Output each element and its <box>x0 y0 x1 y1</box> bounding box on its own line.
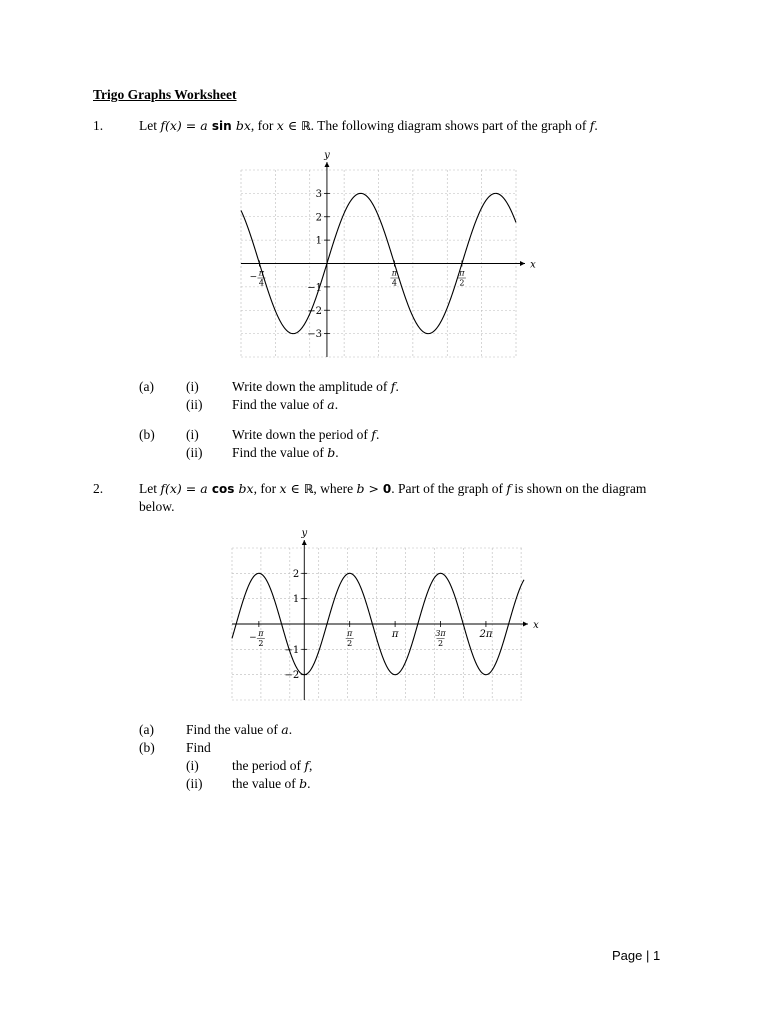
q2-number: 2. <box>93 481 104 496</box>
worksheet-title: Trigo Graphs Worksheet <box>93 87 237 102</box>
x-tick-label: π <box>391 629 399 640</box>
y-tick-label: 1 <box>315 235 322 247</box>
q1-part-a-i-text: Write down the amplitude of f. <box>232 379 399 394</box>
x-tick-label-denominator: 2 <box>437 639 444 648</box>
y-tick-label: 3 <box>315 188 322 200</box>
x-tick-label-numerator: π <box>391 268 398 278</box>
q2-part-b-text: Find <box>186 740 211 755</box>
q1-part-b-i-text: Write down the period of f. <box>232 427 380 442</box>
q1-sine-graph <box>225 150 540 365</box>
q2-part-b-i-text: the period of f, <box>232 758 313 773</box>
y-axis-label: y <box>324 150 330 161</box>
q1-part-a-label: (a) <box>139 379 154 394</box>
x-tick-label-numerator: 3π <box>435 629 446 638</box>
x-tick-label: 2π <box>479 629 493 640</box>
page-footer: Page | 1 <box>612 948 661 963</box>
q1-part-a-ii-text: Find the value of a. <box>232 397 339 412</box>
q2-part-b-ii-text: the value of b. <box>232 776 311 791</box>
q2-part-b-ii-label: (ii) <box>186 776 203 791</box>
x-tick-label-denominator: 2 <box>347 639 353 648</box>
q1-stem: Let f(x) = a sin bx, for x ∈ ℝ. The following diagram shows part of the graph of f. <box>139 118 598 133</box>
y-tick-label: −1 <box>307 282 322 294</box>
x-tick-label-denominator: 4 <box>391 278 397 288</box>
x-tick-label-sign: − <box>249 272 258 283</box>
x-tick-label-numerator: π <box>258 629 264 638</box>
q1-part-b-i-label: (i) <box>186 427 199 442</box>
q2-cosine-graph <box>218 530 548 708</box>
y-tick-label: −2 <box>307 305 322 317</box>
y-tick-label: −1 <box>284 644 300 656</box>
q1-part-b-ii-label: (ii) <box>186 445 203 460</box>
x-axis-arrow-icon <box>520 261 525 266</box>
x-tick-label-denominator: 2 <box>258 639 264 648</box>
q1-part-a-i-label: (i) <box>186 379 199 394</box>
q2-part-b-i-label: (i) <box>186 758 199 773</box>
y-tick-label: −2 <box>284 670 300 682</box>
q1-part-a-ii-label: (ii) <box>186 397 203 412</box>
y-tick-label: 2 <box>315 212 322 224</box>
x-axis-label: x <box>530 259 536 271</box>
y-axis-label: y <box>301 530 308 539</box>
q1-number: 1. <box>93 118 104 133</box>
x-tick-label-numerator: π <box>347 629 353 638</box>
y-tick-label: −3 <box>307 329 322 341</box>
x-tick-label-numerator: π <box>258 268 265 278</box>
y-tick-label: 1 <box>292 594 300 606</box>
q2-part-a-label: (a) <box>139 722 154 737</box>
x-tick-label-denominator: 4 <box>258 278 264 288</box>
y-tick-label: 2 <box>292 568 300 580</box>
q2-stem-line2: below. <box>139 499 175 514</box>
x-axis-arrow-icon <box>523 622 528 627</box>
x-tick-label-denominator: 2 <box>459 278 465 288</box>
q1-part-b-label: (b) <box>139 427 155 442</box>
q1-part-b-ii-text: Find the value of b. <box>232 445 339 460</box>
q2-part-a-text: Find the value of a. <box>186 722 293 737</box>
y-axis-arrow-icon <box>302 540 307 545</box>
x-tick-label-sign: − <box>249 633 257 643</box>
y-axis-arrow-icon <box>324 162 329 167</box>
x-tick-label-numerator: π <box>459 268 465 278</box>
x-axis-label: x <box>533 620 539 631</box>
q2-stem: Let f(x) = a cos bx, for x ∈ ℝ, where b > 0. Part of the graph of f is shown on the diagram <box>139 481 647 496</box>
q2-part-b-label: (b) <box>139 740 155 755</box>
